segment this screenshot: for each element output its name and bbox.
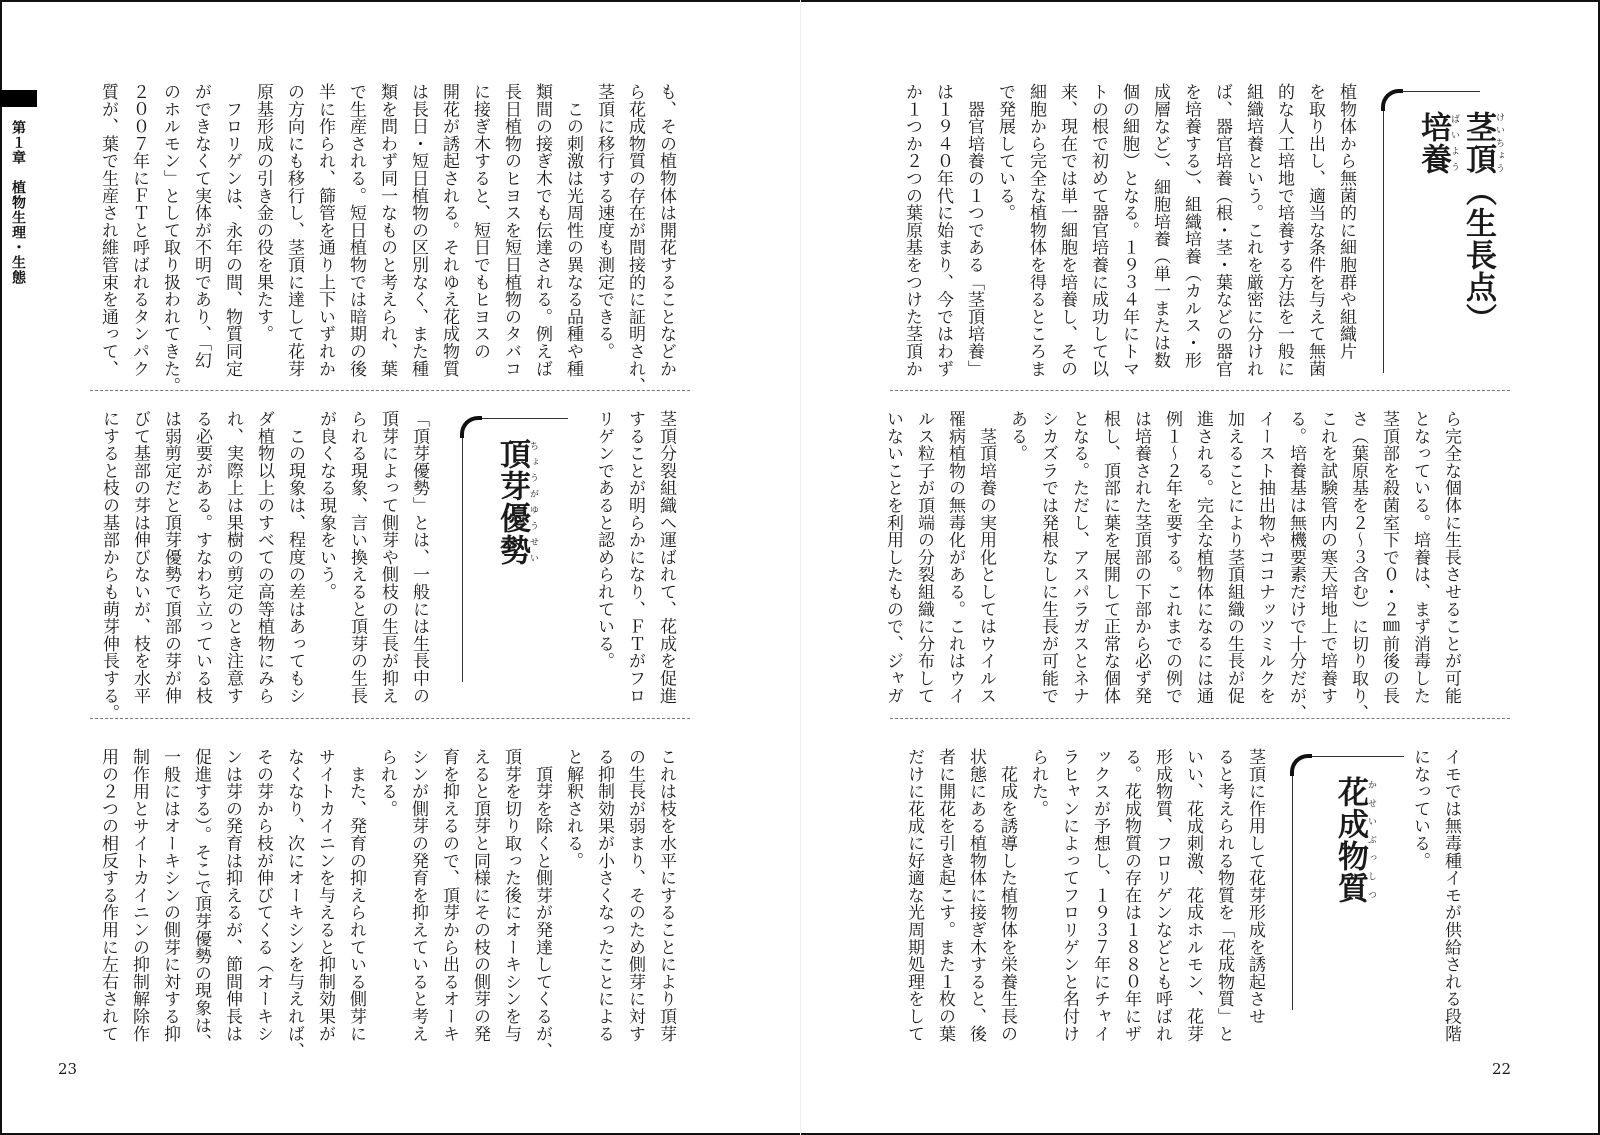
text-column: は１９４０年代に始まり、今ではわず (933, 83, 953, 378)
text-column: られる。 (377, 748, 397, 818)
right-page-bottom-band (898, 748, 1466, 1048)
text-column: 来、現在では単一細胞を培養し、その (1057, 83, 1077, 378)
text-column: 者に開花を引き起こす。また１枚の葉 (935, 748, 955, 1043)
text-column: 細胞から完全な植物体を得るところま (1026, 83, 1046, 378)
heading-text (490, 438, 538, 566)
divider (90, 718, 690, 719)
text-column: ば、器官培養（根・茎・葉などの器官 (1212, 83, 1232, 378)
text-column: 花成を誘導した植物体を栄養生長の (997, 748, 1017, 1043)
left-page-bottom-band (92, 748, 681, 1060)
text-column: 類を問わず同一なものと考えられ、葉 (377, 83, 397, 378)
text-column: サイトカイニンを与えると抑制効果が (315, 748, 335, 1043)
text-column: 組織培養という。これを厳密に分けれ (1243, 83, 1263, 378)
divider (890, 390, 1510, 391)
furigana: かせいぶっしつ (1366, 776, 1376, 904)
page-number-right: 22 (1492, 1060, 1512, 1078)
text-column: る必要がある。すなわち立っている枝 (192, 410, 212, 705)
text-column: リゲンであると認められている。 (594, 410, 614, 670)
text-column: 成層など）、細胞培養（単一または数 (1150, 83, 1170, 369)
text-column: で発展している。 (995, 83, 1015, 222)
text-column: の生長が弱まり、そのため側芽に対す (625, 748, 645, 1043)
text-column: 頂芽によって側芽や側枝の生長が抑え (378, 410, 398, 705)
heading-word: 花成物質 (1332, 776, 1368, 904)
text-column: か１つか２つの葉原基をつけた茎頂か (902, 83, 922, 378)
text-column: る。培養基は無機要素だけで十分だが、 (1286, 410, 1306, 722)
text-column: だけに花成に好適な光周期処理をして (904, 748, 924, 1043)
text-column: ックスが予想し、１９３７年にチャイ (1090, 748, 1110, 1043)
text-column: 制作用とサイトカイニンの抑制解除作 (129, 748, 149, 1043)
text-column: 開花が誘起される。それゆえ花成物質 (439, 83, 459, 378)
text-column: ルス粒子が頂端の分裂組織に分布して (914, 410, 934, 705)
text-column: いないことを利用したもので、ジャガ (883, 410, 903, 705)
text-column: 「頂芽優勢」とは、一般には生長中の (409, 410, 429, 705)
text-column: いい、花成刺激、花成ホルモン、花芽 (1183, 748, 1203, 1043)
text-column: 頂芽を除くと側芽が発達してくるが、 (532, 748, 552, 1060)
text-column: イースト抽出物やココナッツミルクを (1255, 410, 1275, 705)
text-column: 的な人工培地で培養する方法を一般に (1274, 83, 1294, 378)
section-heading (434, 410, 588, 682)
text-column: 状態にある植物体に接ぎ木すると、後 (966, 748, 986, 1043)
text-column: と解釈される。 (563, 748, 583, 870)
text-column: も、その植物体は開花することなどか (656, 83, 676, 378)
text-column: が良くなる現象をいう。 (316, 410, 336, 601)
text-column: られた。 (1028, 748, 1048, 818)
divider (890, 718, 1510, 719)
text-column: を取り出し、適当な条件を与えて無菌 (1305, 83, 1325, 378)
text-column: れ、実際上は果樹の剪定のとき注意す (223, 410, 243, 705)
text-column: ら完全な個体に生長させることが可能 (1441, 410, 1461, 705)
text-column: 形成物質、フロリゲンなどとも呼ばれ (1152, 748, 1172, 1043)
text-column: また、発育の抑えられている側芽に (346, 748, 366, 1043)
text-column: 進される。完全な植物体になるには通 (1193, 410, 1213, 705)
text-column: 器官培養の１つである「茎頂培養」 (964, 83, 984, 378)
text-column: この刺激は光周性の異なる品種や種 (563, 83, 583, 378)
text-column: ら花成物質の存在が間接的に証明され、 (625, 83, 645, 395)
text-column: 長日植物のヒヨスを短日植物のタバコ (501, 83, 521, 378)
text-column: となる。ただし、アスパラガスとネナ (1069, 410, 1089, 705)
text-column: 罹病植物の無毒化がある。これはウイ (945, 410, 965, 705)
text-column: びて基部の芽は伸びないが、枝を水平 (130, 410, 150, 705)
text-column: 個の細胞）となる。１９３４年にトマ (1119, 83, 1139, 378)
furigana: ちょうがゆうせい (528, 438, 538, 566)
right-page-middle-band (877, 410, 1466, 722)
text-column: なくなり、次にオーキシンを与えれば、 (284, 748, 304, 1060)
text-column: ある。 (1007, 410, 1027, 462)
page-fold (800, 0, 801, 1135)
furigana: けいちょう (1494, 111, 1504, 175)
text-column: 一般にはオーキシンの側芽に対する抑 (160, 748, 180, 1043)
text-column: ると考えられる物質を「花成物質」と (1214, 748, 1234, 1043)
text-column: ダ植物以上のすべての高等植物にみら (254, 410, 274, 705)
text-column: その芽から枝が伸びてくる（オーキシ (253, 748, 273, 1043)
text-column: することが明らかになり、ＦＴがフロ (625, 410, 645, 705)
text-column: 頂芽を切り取った後にオーキシンを与 (501, 748, 521, 1043)
text-column: 根し、頂部に葉を展開して正常な個体 (1100, 410, 1120, 705)
text-column: シカズラでは発根なしに生長が可能で (1038, 410, 1058, 705)
heading-word: 培養 (1415, 111, 1451, 175)
text-column: 茎頂分裂組織へ運ばれて、花成を促進 (656, 410, 676, 705)
text-column: る。花成物質の存在は１８８０年にザ (1121, 748, 1141, 1043)
text-column: 類間の接ぎ木でも伝達される。例えば (532, 83, 552, 378)
page-number-left: 23 (58, 1060, 78, 1078)
text-column: 育を抑えるので、頂芽から出るオーキ (439, 748, 459, 1043)
text-column: のホルモン」として取り扱われてきた。 (160, 83, 180, 395)
text-column: に接ぎ木すると、短日でもヒヨスの (470, 83, 490, 360)
text-column: ２００７年にＦＴと呼ばれるタンパク (129, 83, 149, 378)
text-column: 用の２つの相反する作用に左右されて (98, 748, 118, 1043)
text-column: を培養する）、組織培養（カルス・形 (1181, 83, 1201, 369)
left-page-top-band (92, 83, 681, 395)
text-column: の方向にも移行し、茎頂に達して花芽 (284, 83, 304, 378)
section-heading (1270, 748, 1404, 1010)
text-column: えると頂芽と同様にその枝の側芽の発 (470, 748, 490, 1043)
text-column: これは枝を水平にすることにより頂芽 (656, 748, 676, 1043)
text-column: 茎頂部を殺菌室下で０・２㎜前後の長 (1379, 410, 1399, 705)
text-column: る抑制効果が小さくなったことによる (594, 748, 614, 1043)
chapter-tab-bar (0, 90, 37, 107)
heading-word: 茎頂 (1460, 111, 1496, 175)
right-page-top-band (896, 83, 1504, 383)
text-column: これを試験管内の寒天培地上で培養す (1317, 410, 1337, 705)
text-column: トの根で初めて器官培養に成功して以 (1088, 83, 1108, 378)
text-column: 茎頂培養の実用化としてはウイルス (976, 410, 996, 705)
heading-word: 頂芽優勢 (494, 438, 530, 566)
text-column: 植物体から無菌的に細胞群や組織片 (1336, 83, 1356, 360)
text-column: は長日・短日植物の区別なく、また種 (408, 83, 428, 378)
text-column: シンが側芽の発育を抑えていると考え (408, 748, 428, 1043)
text-column: ンは芽の発育は抑えるが、節間伸長は (222, 748, 242, 1043)
text-column: ラヒャンによってフロリゲンと名付け (1059, 748, 1079, 1043)
heading-word: （生長点） (1460, 175, 1496, 335)
text-column: は弱剪定だと頂芽優勢で頂部の芽が伸 (161, 410, 181, 705)
chapter-tab-label: 第１章 植物生理・生態 (10, 120, 26, 285)
text-column: は培養された茎頂部の下部から必ず発 (1131, 410, 1151, 705)
text-column: 促進する）。そこで頂芽優勢の現象は、 (191, 748, 211, 1051)
text-column: 茎頂に作用して花芽形成を誘起させ (1245, 748, 1265, 1025)
left-page-middle-band (93, 410, 681, 722)
text-column: 原基形成の引き金の役を果たす。 (253, 83, 273, 343)
section-heading (1361, 83, 1504, 373)
text-column: で生産される。短日植物では暗期の後 (346, 83, 366, 378)
heading-text (1411, 111, 1504, 373)
text-column: となっている。培養は、まず消毒した (1410, 410, 1430, 705)
text-column: 茎頂に移行する速度も測定できる。 (594, 83, 614, 360)
furigana: ばいよう (1449, 111, 1459, 175)
text-column: 質が、葉で生産され維管束を通って、 (98, 83, 118, 378)
heading-text (1328, 776, 1376, 904)
text-column: フロリゲンは、永年の間、物質同定 (222, 83, 242, 378)
text-column: イモでは無毒種イモが供給される段階 (1441, 748, 1461, 1043)
text-column: この現象は、程度の差はあってもシ (285, 410, 305, 705)
text-column: になっている。 (1410, 748, 1430, 870)
text-column: さ（葉原基を２～３含む）に切り取り、 (1348, 410, 1368, 722)
text-column: 例１～２年を要する。これまでの例で (1162, 410, 1182, 705)
text-column: 半に作られ、篩管を通り上下いずれか (315, 83, 335, 378)
text-column: ができなくて実体が不明であり、「幻 (191, 83, 211, 369)
text-column: られる現象、言い換えると頂芽の生長 (347, 410, 367, 705)
text-column: 加えることにより茎頂組織の生長が促 (1224, 410, 1244, 705)
text-column: にすると枝の基部からも萌芽伸長する。 (99, 410, 119, 722)
